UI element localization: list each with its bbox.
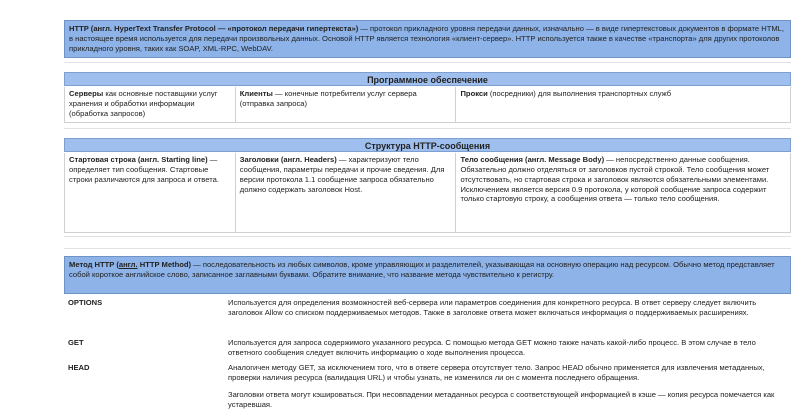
grid-line	[64, 128, 791, 129]
method-row-head[interactable]	[64, 361, 791, 420]
structure-row	[64, 153, 791, 233]
methods-intro-term: Метод HTTP (англ. HTTP Method)	[69, 260, 192, 269]
method-desc-paragraph: Аналогичен методу GET, за исключением того, что в ответе сервера отсутствует тело. Запрос HEAD обычно применяется для извлечения метаданных, проверки наличия ресурса (валидация URL) и чтобы узнать, не изменился ли он с момента последнего обращения.	[228, 363, 765, 382]
software-title: Программное обеспечение	[367, 75, 488, 85]
message-body-cell[interactable]	[456, 153, 791, 233]
proxy-cell[interactable]	[456, 87, 791, 123]
intro-term: HTTP (англ. HyperText Transfer Protocol — «протокол передачи гипертекста»)	[69, 24, 359, 33]
start-line-text: — определяет тип сообщения. Стартовые строки различаются для запроса и ответа.	[69, 155, 219, 184]
start-line-cell[interactable]	[65, 153, 236, 233]
method-name: OPTIONS	[68, 298, 103, 307]
structure-title: Структура HTTP-сообщения	[364, 141, 491, 151]
method-row-get[interactable]	[64, 336, 791, 360]
grid-line	[64, 236, 791, 237]
proxy-text: (посредники) для выполнения транспортных служб	[487, 89, 672, 98]
grid-line	[64, 62, 791, 63]
proxy-term: Прокси	[460, 89, 488, 98]
method-desc: Используется для определения возможностей веб-сервера или параметров соединения для конкретного ресурса. В ответ серверу следует включить заголовок Allow со списком поддерживаемых методов. Также в заголовке ответа может включаться информация о поддерживаемых расширениях.	[228, 298, 757, 317]
servers-text: как основные поставщики услуг хранения и обработки информации (обработка запросов)	[69, 89, 218, 118]
message-body-term: Тело сообщения (англ. Message Body)	[460, 155, 605, 164]
headers-cell[interactable]	[236, 153, 457, 233]
headers-text: — характеризуют тело сообщения, параметры передачи и прочие сведения. Для версии протокола 1.1 сообщение запроса обязательно должно содержать заголовок Host.	[239, 155, 445, 194]
grid-line	[64, 248, 791, 249]
method-name: GET	[68, 338, 84, 347]
intro-text: — протокол прикладного уровня передачи данных, изначально — в виде гипертекстовых документов в формате HTML, в настоящее время используется для передачи произвольных данных. Основой HTTP является технология «клиент-сервер». HTTP используется также в качестве «транспорта» для других протоколов прикладного уровня, таких как SOAP, XML-RPC, WebDAV.	[69, 24, 784, 53]
servers-cell[interactable]	[65, 87, 236, 123]
method-desc	[224, 361, 791, 420]
clients-cell[interactable]	[236, 87, 457, 123]
structure-header[interactable]	[64, 138, 791, 152]
method-name: HEAD	[68, 363, 90, 372]
software-header[interactable]	[64, 72, 791, 86]
clients-term: Клиенты	[239, 89, 273, 98]
method-desc-paragraph: Заголовки ответа могут кэшироваться. При несовпадении метаданных ресурса с соответствующей информацией в кэше — копия ресурса помечается как устаревшая.	[228, 389, 775, 409]
methods-intro-cell[interactable]	[64, 256, 791, 294]
methods-intro-text: — последовательность из любых символов, кроме управляющих и разделителей, указывающая на основную операцию над ресурсом. Обычно метод представляет собой короткое английское слово, записанное заглавными буквами. Обратите внимание, что название метода чувствительно к регистру.	[69, 260, 775, 279]
message-body-text: — непосредственно данные сообщения. Обязательно должно отделяться от заголовков пустой строкой. Тело сообщения может отсутствовать, но стартовая строка и заголовок являются обязательными элементами. Исключением является версия 0.9 протокола, у которой сообщение запроса содержит только стартовую строку, а сообщения ответа — только тело сообщения.	[460, 155, 770, 204]
headers-term: Заголовки (англ. Headers)	[239, 155, 337, 164]
software-row	[64, 87, 791, 123]
intro-cell[interactable]	[64, 20, 791, 58]
method-desc: Используется для запроса содержимого указанного ресурса. С помощью метода GET можно также начать какой-либо процесс. В этом случае в тело ответного сообщения следует включить информацию о ходе выполнения процесса.	[228, 338, 756, 357]
method-row-options[interactable]	[64, 296, 791, 334]
start-line-term: Стартовая строка (англ. Starting line)	[69, 155, 208, 164]
servers-term: Серверы	[69, 89, 104, 98]
clients-text: — конечные потребители услуг сервера (отправка запроса)	[239, 89, 417, 108]
